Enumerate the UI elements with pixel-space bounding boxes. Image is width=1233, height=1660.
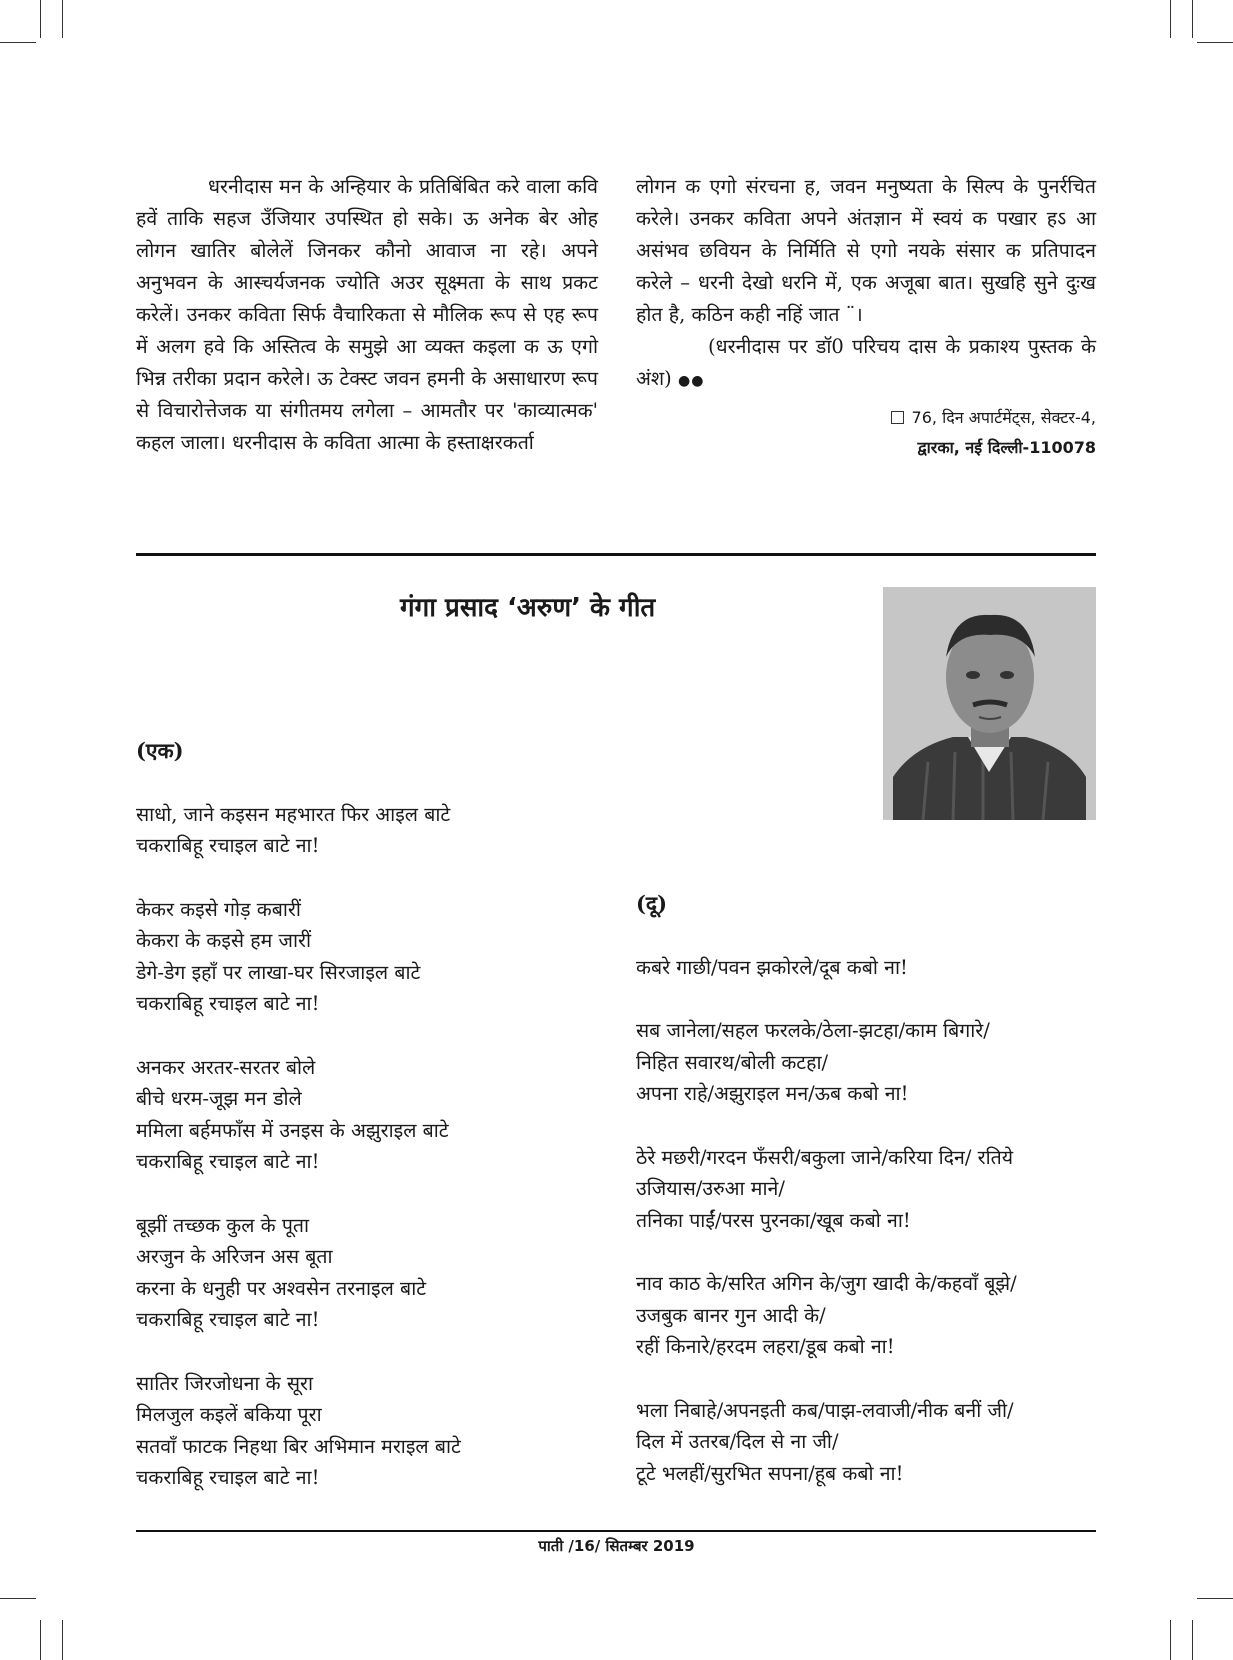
- author-address: [636, 403, 1096, 463]
- poem-stanza: [136, 1368, 576, 1494]
- poem-stanza: [636, 1142, 1106, 1237]
- poem-line: करना के धनुही पर अश्वसेन तरनाइल बाटे: [136, 1276, 427, 1300]
- poem-line: उजियास/उरुआ माने/: [636, 1177, 785, 1200]
- article-right-column: [636, 171, 1096, 463]
- poem-line: चकराबिहू रचाइल बाटे ना!: [136, 834, 320, 857]
- article-paragraph: लोगन क एगो संरचना ह, जवन मनुष्यता के सिल्प के पुनर्रचित करेले। उनकर कविता अपने अंतज्ञान में स्वयं क पखार हऽ आ असंभव छवियन के निर्मिति से एगो नयके संसार क प्रतिपादन करेले – धरनी देखो धरनि में, एक अजूबा बात। सुखहि सुने दुःख होत है, कठिन कही नहिं जात ¨।: [636, 175, 1096, 326]
- poem-heading: (एक): [136, 738, 184, 763]
- crop-mark: [0, 1598, 36, 1599]
- crop-mark: [0, 42, 36, 43]
- poem-line: टूटे भलहीं/सुरभित सपना/हूब कबो ना!: [636, 1461, 904, 1485]
- crop-mark: [40, 0, 41, 38]
- crop-mark: [62, 1620, 63, 1660]
- poem-line: भला निबाहे/अपनइती कब/पाझ-लवाजी/नीक बनीं जी/: [636, 1398, 1014, 1422]
- poem-stanza: [636, 952, 1106, 984]
- poem-line: नाव काठ के/सरित अगिन के/जुग खादी के/कहवाँ बूझे/: [636, 1272, 1017, 1295]
- section-title: गंगा प्रसाद ‘अरुण’ के गीत: [400, 593, 656, 623]
- poem-stanza: [136, 1210, 576, 1336]
- poem-line: बीचे धरम-जूझ मन डोले: [136, 1087, 302, 1110]
- poem-stanza: [136, 894, 576, 1020]
- address-line: 76, दिन अपार्टमेंट्स, सेक्टर-4,: [911, 408, 1096, 427]
- author-photo: [883, 587, 1096, 820]
- article-left-column: [136, 171, 598, 459]
- crop-mark: [1170, 0, 1171, 38]
- poem-line: केकर कइसे गोड़ कबारीं: [136, 897, 301, 921]
- crop-mark: [40, 1620, 41, 1660]
- crop-mark: [1192, 0, 1193, 38]
- end-marks: ●●: [677, 373, 705, 389]
- poem-line: अपना राहे/अझुराइल मन/ऊब कबो ना!: [636, 1082, 909, 1105]
- poem-line: अनकर अरतर-सरतर बोले: [136, 1055, 316, 1079]
- crop-mark: [1170, 1620, 1171, 1660]
- poem-two: [636, 888, 1106, 1489]
- poem-line: निहित सवारथ/बोली कटहा/: [636, 1050, 829, 1074]
- address-line: द्वारका, नई दिल्ली-110078: [917, 438, 1096, 457]
- crop-mark: [62, 0, 63, 38]
- checkbox-square-icon: [891, 411, 904, 424]
- section-divider: [136, 553, 1096, 556]
- poem-line: मिलजुल कइलें बकिया पूरा: [136, 1403, 322, 1426]
- poem-stanza: [636, 1268, 1106, 1363]
- poem-line: अरजुन के अरिजन अस बूता: [136, 1245, 333, 1268]
- poem-line: रहीं किनारे/हरदम लहरा/डूब कबो ना!: [636, 1335, 895, 1358]
- poem-line: चकराबिहू रचाइल बाटे ना!: [136, 1150, 320, 1173]
- crop-mark: [1197, 42, 1233, 43]
- reference-text: (धरनीदास पर डॉ0 परिचय दास के प्रकाश्य पुस्तक के अंश): [636, 335, 1096, 390]
- article-reference: [636, 331, 1096, 397]
- poem-line: दिल में उतरब/दिल से ना जी/: [636, 1430, 839, 1453]
- poem-stanza: [636, 1015, 1106, 1110]
- poem-line: डेगे-डेग इहाँ पर लाखा-घर सिरजाइल बाटे: [136, 960, 421, 984]
- poem-line: चकराबिहू रचाइल बाटे ना!: [136, 1466, 320, 1489]
- crop-mark: [1192, 1620, 1193, 1660]
- poem-line: चकराबिहू रचाइल बाटे ना!: [136, 992, 320, 1015]
- poem-line: उजबुक बानर गुन आदी के/: [636, 1303, 826, 1327]
- poem-line: कबरे गाछी/पवन झकोरले/दूब कबो ना!: [636, 955, 908, 979]
- page-footer: पाती /16/ सितम्बर 2019: [538, 1537, 695, 1555]
- poem-stanza: [636, 1395, 1106, 1490]
- poem-line: ममिला बर्हमफाँस में उनइस के अझुराइल बाटे: [136, 1118, 449, 1142]
- poem-stanzas: [636, 952, 1106, 1490]
- poem-stanza: [136, 799, 576, 862]
- poem-stanzas: [136, 799, 576, 1494]
- crop-mark: [1197, 1598, 1233, 1599]
- poem-line: तनिका पाईं/परस पुरनका/खूब कबो ना!: [636, 1208, 911, 1232]
- article-paragraph: धरनीदास मन के अन्हियार के प्रतिबिंबित करे वाला कवि हवें ताकि सहज उँजियार उपस्थित हो सके। ऊ अनेक बेर ओह लोगन खातिर बोलेलें जिनकर कौनो आवाज ना रहे। अपने अनुभवन के आस्चर्यजनक ज्योति अउर सूक्ष्मता के साथ प्रकट करेलें। उनकर कविता सिर्फ वैचारिकता से मौलिक रूप से एह रूप में अलग हवे कि अस्तित्व के समुझे आ व्यक्त कइला क ऊ एगो भिन्न तरीका प्रदान करेले। ऊ टेक्स्ट जवन हमनी के असाधारण रूप से विचारोत्तेजक या संगीतमय लगेला – आमतौर पर 'काव्यात्मक' कहल जाला। धरनीदास के कविता आत्मा के हस्ताक्षरकर्ता: [136, 175, 598, 454]
- portrait-image: [883, 587, 1096, 820]
- poem-stanza: [136, 1052, 576, 1178]
- poem-line: साधो, जाने कइसन महभारत फिर आइल बाटे: [136, 802, 451, 826]
- footer-divider: [136, 1530, 1096, 1532]
- poem-line: चकराबिहू रचाइल बाटे ना!: [136, 1308, 320, 1331]
- poem-heading: (दू): [636, 891, 668, 916]
- poem-line: सब जानेला/सहल फरलके/ठेला-झटहा/काम बिगारे/: [636, 1019, 990, 1042]
- poem-line: केकरा के कइसे हम जारीं: [136, 929, 312, 952]
- poem-one: [136, 735, 576, 1494]
- poem-line: सातिर जिरजोधना के सूरा: [136, 1371, 314, 1395]
- poem-line: ठेरे मछरी/गरदन फँसरी/बकुला जाने/करिया दिन/ रतिये: [636, 1145, 1014, 1169]
- poem-line: सतवाँ फाटक निहथा बिर अभिमान मराइल बाटे: [136, 1434, 461, 1458]
- poem-line: बूझीं तच्छक कुल के पूता: [136, 1213, 310, 1237]
